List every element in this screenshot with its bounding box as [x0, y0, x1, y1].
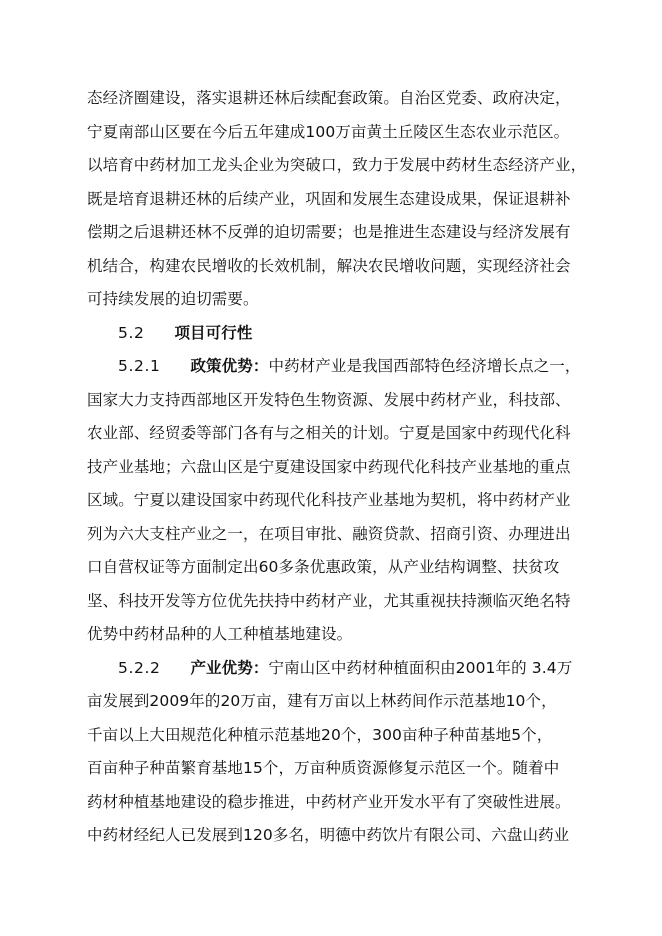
paragraph-line: 宁夏南部山区要在今后五年建成100万亩黄土丘陵区生态农业示范区。	[87, 123, 570, 141]
section-number: 5.2	[118, 324, 145, 342]
paragraph-line: 以培育中药材加工龙头企业为突破口，致力于发展中药材生态经济产业，	[87, 156, 587, 174]
paragraph-line: 优势中药材品种的人工种植基地建设。	[87, 625, 353, 643]
paragraph-line: 技产业基地；六盘山区是宁夏建设国家中药现代化科技产业基地的重点	[87, 458, 571, 476]
subsection-heading: 产业优势：	[190, 659, 269, 677]
subsection-text: 宁南山区中药材种植面积由2001年的 3.4万	[268, 659, 573, 677]
subsection-number: 5.2.1	[118, 357, 161, 375]
paragraph-line: 区域。宁夏以建设国家中药现代化科技产业基地为契机，将中药材产业	[87, 491, 571, 509]
subsection-heading: 政策优势：	[190, 357, 269, 375]
paragraph-line: 中药材经纪人已发展到120多名，明德中药饮片有限公司、六盘山药业	[87, 826, 570, 844]
paragraph-line: 偿期之后退耕还林不反弹的迫切需要；也是推进生态建设与经济发展有	[87, 223, 571, 241]
paragraph-line: 国家大力支持西部地区开发特色生物资源、发展中药材产业，科技部、	[87, 391, 571, 409]
subsection-first-line	[118, 355, 580, 377]
paragraph-line: 口自营权证等方面制定出60多条优惠政策，从产业结构调整、扶贫攻	[87, 558, 560, 576]
section-title: 项目可行性	[174, 324, 253, 342]
subsection-first-line	[118, 657, 572, 679]
paragraph-line: 态经济圈建设，落实退耕还林后续配套政策。自治区党委、政府决定，	[87, 89, 571, 107]
subsection-text: 中药材产业是我国西部特色经济增长点之一，	[268, 357, 581, 375]
paragraph-line: 可持续发展的迫切需要。	[87, 290, 259, 308]
paragraph-line: 既是培育退耕还林的后续产业，巩固和发展生态建设成果，保证退耕补	[87, 190, 571, 208]
paragraph-line: 坚、科技开发等方位优先扶持中药材产业，尤其重视扶持濒临灭绝名特	[87, 592, 571, 610]
paragraph-line: 亩发展到2009年的20万亩，建有万亩以上林药间作示范基地10个，	[87, 692, 557, 710]
paragraph-line: 药材种植基地建设的稳步推进，中药材产业开发水平有了突破性进展。	[87, 793, 571, 811]
section-heading	[118, 322, 252, 344]
paragraph-line: 百亩种子种苗繁育基地15个，万亩种质资源修复示范区一个。随着中	[87, 759, 560, 777]
subsection-number: 5.2.2	[118, 659, 161, 677]
paragraph-line: 机结合，构建农民增收的长效机制，解决农民增收问题，实现经济社会	[87, 257, 571, 275]
paragraph-line: 千亩以上大田规范化种植示范基地20个，300亩种子种苗基地5个，	[87, 726, 553, 744]
paragraph-line: 农业部、经贸委等部门各有与之相关的计划。宁夏是国家中药现代化科	[87, 424, 571, 442]
paragraph-line: 列为六大支柱产业之一，在项目审批、融资贷款、招商引资、办理进出	[87, 525, 571, 543]
